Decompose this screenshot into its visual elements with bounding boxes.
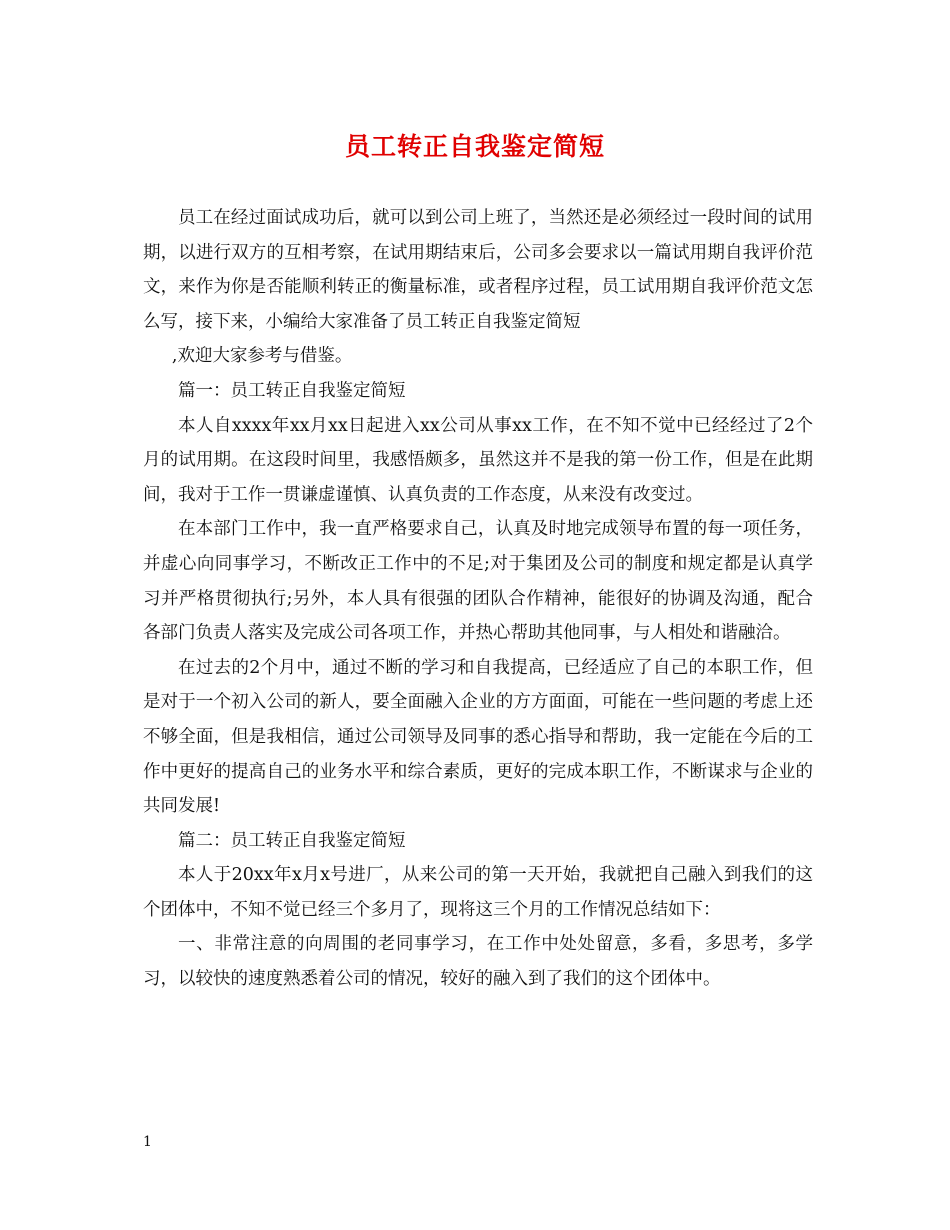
section-one-paragraph-1: 本人自xxxx年xx月xx日起进入xx公司从事xx工作，在不知不觉中已经经过了2个月的试用期。在这段时间里，我感悟颇多，虽然这并不是我的第一份工作，但是在此期间，我对于工作一贯谦虚谨慎、认真负责的工作态度，从来没有改变过。 — [143, 415, 813, 505]
section-heading-one: 篇一：员工转正自我鉴定简短 — [178, 380, 406, 401]
section-one-paragraph-3: 在过去的2个月中，通过不断的学习和自我提高，已经适应了自己的本职工作，但是对于一个初入公司的新人，要全面融入企业的方方面面，可能在一些问题的考虑上还不够全面，但是我相信，通过公司领导及同事的悉心指导和帮助，我一定能在今后的工作中更好的提高自己的业务水平和综合素质，更好的完成本职工作，不断谋求与企业的共同发展! — [143, 657, 813, 817]
document-body — [143, 201, 813, 997]
document-title: 员工转正自我鉴定简短 — [344, 132, 605, 161]
section-two-paragraph-2: 一、非常注意的向周围的老同事学习，在工作中处处留意，多看，多思考，多学习，以较快的速度熟悉着公司的情况，较好的融入到了我们的这个团体中。 — [143, 934, 813, 990]
section-heading-two: 篇二：员工转正自我鉴定简短 — [178, 830, 406, 851]
section-two-paragraph-1: 本人于20xx年x月x号进厂，从来公司的第一天开始，我就把自己融入到我们的这个团体中，不知不觉已经三个多月了，现将这三个月的工作情况总结如下： — [143, 865, 813, 920]
section-one-paragraph-2: 在本部门工作中，我一直严格要求自己，认真及时地完成领导布置的每一项任务，并虚心向同事学习，不断改正工作中的不足;对于集团及公司的制度和规定都是认真学习并严格贯彻执行;另外，本人具有很强的团队合作精神，能很好的协调及沟通，配合各部门负责人落实及完成公司各项工作，并热心帮助其他同事，与人相处和谐融洽。 — [143, 519, 813, 644]
page-number: 1 — [143, 1134, 152, 1150]
intro-paragraph: 员工在经过面试成功后，就可以到公司上班了，当然还是必须经过一段时间的试用期，以进行双方的互相考察，在试用期结束后，公司多会要求以一篇试用期自我评价范文，来作为你是否能顺利转正的衡量标准，或者程序过程，员工试用期自我评价范文怎么写，接下来，小编给大家准备了员工转正自我鉴定简短 — [143, 208, 813, 332]
intro-paragraph-continuation: ,欢迎大家参考与借鉴。 — [171, 346, 353, 367]
